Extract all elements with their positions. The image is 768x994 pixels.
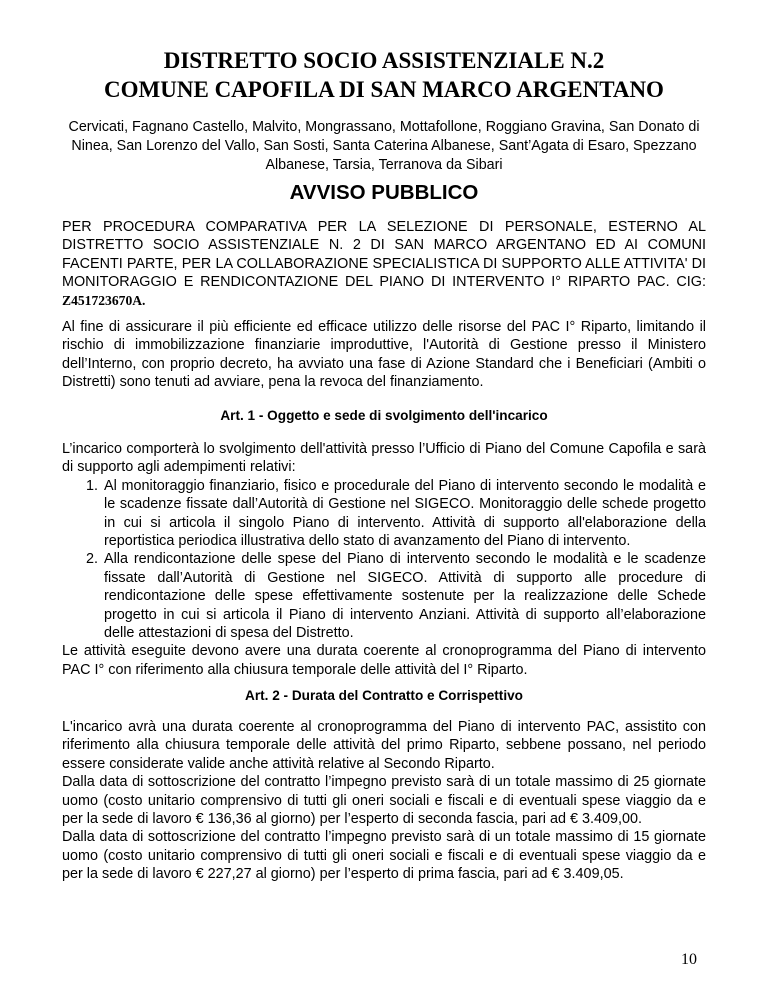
art2-heading: Art. 2 - Durata del Contratto e Corrispettivo <box>245 688 523 703</box>
premise-paragraph: Al fine di assicurare il più efficiente ed efficace utilizzo delle risorse del PAC I° Riparto, limitando il rischio di immobilizzazione finanziarie improduttive, l'Autorità di Gestione presso il Ministero dell’Interno, con proprio decreto, ha avviato una fase di Azione Standard che i Beneficiari (Ambiti o Distretti) sono tenuti ad avviare, pena la revoca del finanziamento. <box>62 319 706 391</box>
list-item: 2. Alla rendicontazione delle spese del Piano di intervento secondo le modalità e le scadenze fissate dall’Autorità di Gestione nel SIGECO. Attività di supporto alle procedure di rendicontazione delle spese effettivamente sostenute per la realizzazione delle Schede progetto in cui si articola il Piano di intervento Anziani. Attività di supporto all’elaborazione delle attestazioni di spesa del Distretto. <box>102 550 706 642</box>
art1-list <box>62 477 706 643</box>
member-towns-list: Cervicati, Fagnano Castello, Malvito, Mongrassano, Mottafollone, Roggiano Gravina, San Donato di Ninea, San Lorenzo del Vallo, San Sosti, Santa Caterina Albanese, Sant’Agata di Esaro, Spezzano Albanese, Tarsia, Terranova da Sibari <box>68 119 700 173</box>
art2-paragraph-3: Dalla data di sottoscrizione del contratto l’impegno previsto sarà di un totale massimo di 15 giornate uomo (costo unitario comprensivo di tutti gli oneri sociali e fiscali e di eventuali spese viaggio da e per la sede di lavoro € 227,27 al giorno) per l’esperto di prima fascia, pari ad € 3.409,05. <box>62 829 706 883</box>
art1-body <box>62 440 706 679</box>
art2-paragraph-1: L'incarico avrà una durata coerente al cronoprogramma del Piano di intervento PAC, assistito con riferimento alla chiusura temporale delle attività del primo Riparto, sebbene possano, nel periodo essere considerate valide anche attività relative al Secondo Riparto. <box>62 719 706 772</box>
list-item: 1. Al monitoraggio finanziario, fisico e procedurale del Piano di intervento secondo le modalità e le scadenze fissate dall’Autorità di Gestione nel SIGECO. Monitoraggio delle schede progetto in cui si articola il singolo Piano di intervento. Attività di supporto all'elaborazione della reportistica periodica illustrativa dello stato di avanzamento del Piano di intervento. <box>102 477 706 551</box>
cig-code: Z451723670A. <box>62 292 146 308</box>
art2-paragraph-2: Dalla data di sottoscrizione del contratto l’impegno previsto sarà di un totale massimo di 25 giornate uomo (costo unitario comprensivo di tutti gli oneri sociali e fiscali e di eventuali spese viaggio da e per la sede di lavoro € 136,36 al giorno) per l’esperto di seconda fascia, pari ad € 3.409,00. <box>62 774 706 828</box>
intro-text: PER PROCEDURA COMPARATIVA PER LA SELEZIONE DI PERSONALE, ESTERNO AL DISTRETTO SOCIO ASSISTENZIALE N. 2 DI SAN MARCO ARGENTANO ED AI COMUNI FACENTI PARTE, PER LA COLLABORAZIONE SPECIALISTICA DI SUPPORTO ALLE ATTIVITA' DI MONITORAGGIO E RENDICONTAZIONE DEL PIANO DI INTERVENTO I° RIPARTO PAC. CIG: <box>62 219 706 291</box>
intro-paragraph <box>62 218 706 310</box>
art1-heading: Art. 1 - Oggetto e sede di svolgimento dell'incarico <box>220 408 548 423</box>
art1-closing: Le attività eseguite devono avere una durata coerente al cronoprogramma del Piano di intervento PAC I° con riferimento alla chiusura temporale delle attività del I° Riparto. <box>62 643 706 678</box>
document-title-line2: COMUNE CAPOFILA DI SAN MARCO ARGENTANO <box>104 77 664 102</box>
avviso-heading: AVVISO PUBBLICO <box>289 181 479 204</box>
document-title-line1: DISTRETTO SOCIO ASSISTENZIALE N.2 <box>163 48 605 73</box>
art2-body <box>62 718 706 884</box>
page-number: 10 <box>681 951 697 968</box>
art1-intro: L’incarico comporterà lo svolgimento dell'attività presso l’Ufficio di Piano del Comune Capofila e sarà di supporto agli adempimenti relativi: <box>62 441 706 476</box>
